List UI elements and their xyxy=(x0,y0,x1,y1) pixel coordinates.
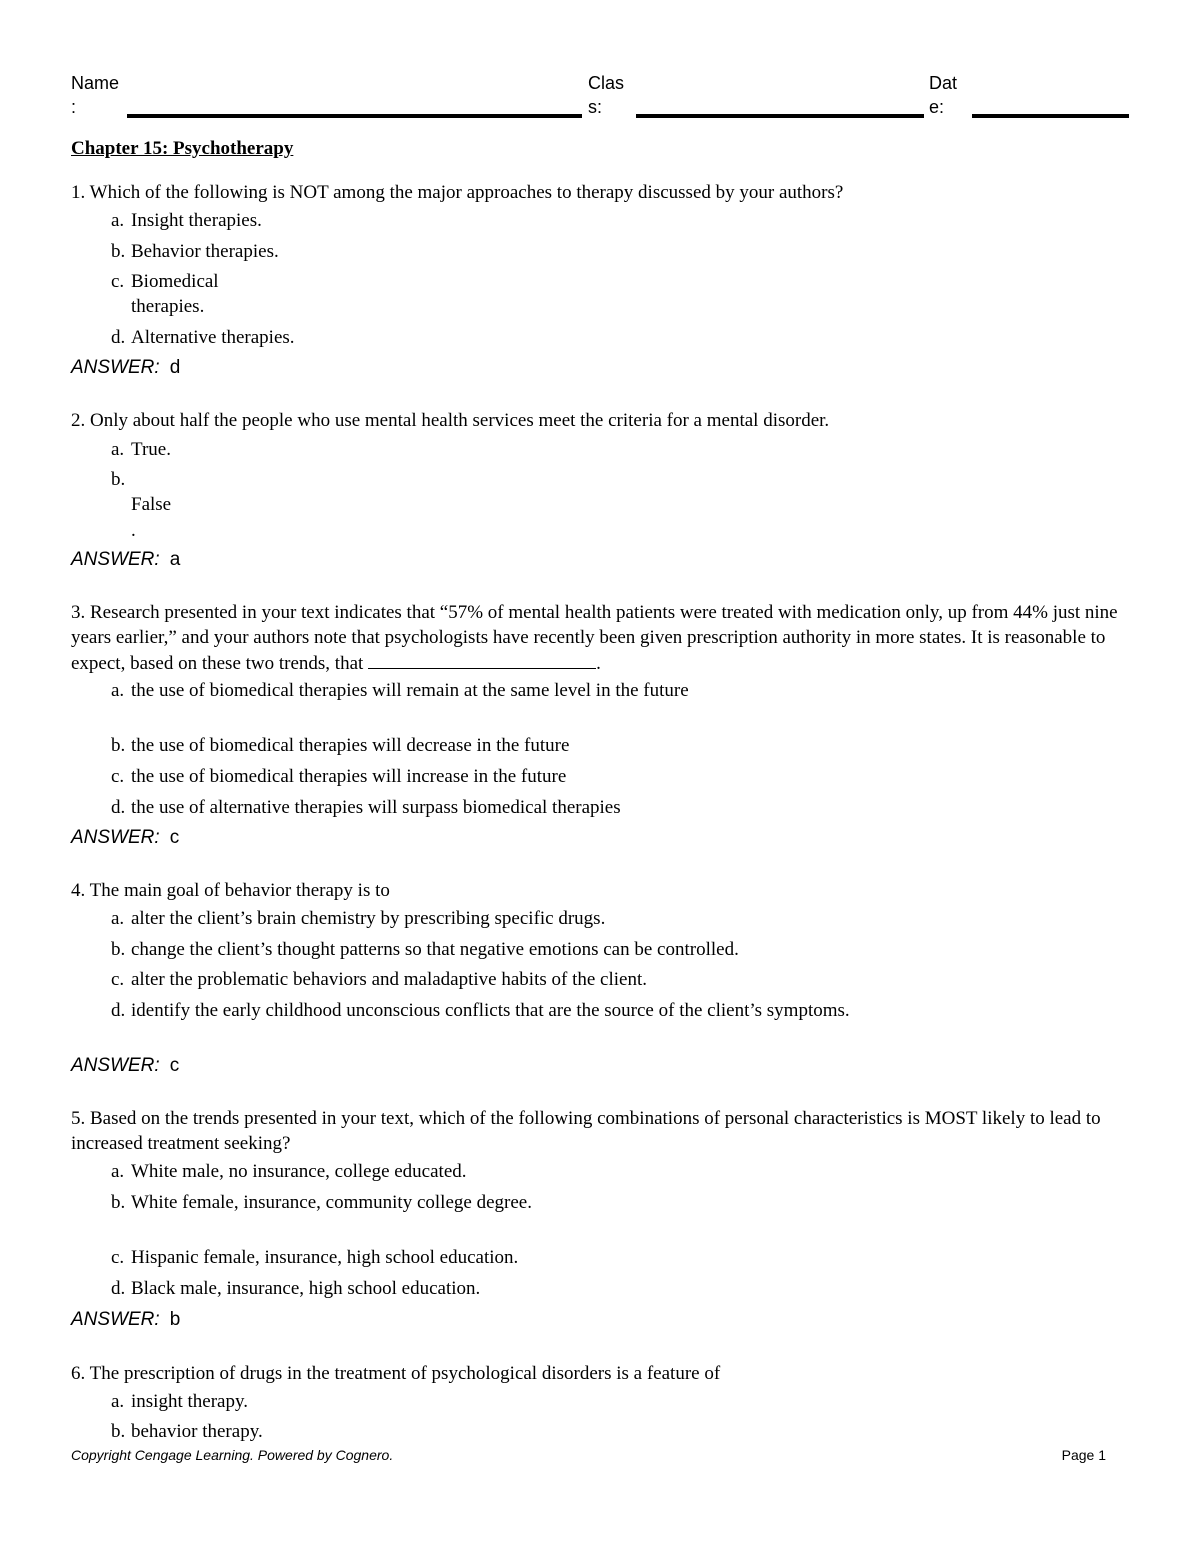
name-label: Name xyxy=(71,73,120,93)
question-3-option-c: c. the use of biomedical therapies will increase in the future xyxy=(111,766,567,787)
question-1-answer: ANSWER: d xyxy=(71,357,181,378)
question-3-option-a: a. the use of biomedical therapies will remain at the same level in the future xyxy=(111,680,689,701)
date-label: Dat xyxy=(929,73,958,93)
question-1-stem: 1. Which of the following is NOT among the major approaches to therapy discussed by your authors? xyxy=(71,182,844,203)
question-4-answer: ANSWER: c xyxy=(71,1055,180,1076)
question-1-option-c: c. Biomedical therapies. xyxy=(111,271,219,317)
date-label-suffix: e: xyxy=(929,97,945,117)
question-4-option-d: d. identify the early childhood unconscious conflicts that are the source of the client’s symptoms. xyxy=(111,1000,850,1021)
name-field[interactable] xyxy=(127,114,582,118)
question-1-option-b: b. Behavior therapies. xyxy=(111,241,279,262)
question-3-stem: 3. Research presented in your text indicates that “57% of mental health patients were treated with medication only, up from 44% just nine years earlier,” and your authors note that psychologists have recently been given prescription authority in more states. It is reasonable to expect, based on these two trends, that . xyxy=(71,602,1118,674)
question-3-answer: ANSWER: c xyxy=(71,827,180,848)
question-2-option-b-text: False xyxy=(131,494,172,515)
question-5-option-b: b. White female, insurance, community college degree. xyxy=(111,1192,532,1213)
class-label-suffix: s: xyxy=(588,97,603,117)
question-4-option-b: b. change the client’s thought patterns so that negative emotions can be controlled. xyxy=(111,939,739,960)
question-4-option-a: a. alter the client’s brain chemistry by prescribing specific drugs. xyxy=(111,908,606,929)
question-6-option-b: b. behavior therapy. xyxy=(111,1421,263,1442)
question-1-option-a: a. Insight therapies. xyxy=(111,210,262,231)
question-3-option-b: b. the use of biomedical therapies will decrease in the future xyxy=(111,735,570,756)
question-4-option-c: c. alter the problematic behaviors and maladaptive habits of the client. xyxy=(111,969,647,990)
question-2-stem: 2. Only about half the people who use mental health services meet the criteria for a mental disorder. xyxy=(71,410,830,431)
question-5-option-c: c. Hispanic female, insurance, high school education. xyxy=(111,1247,519,1268)
question-5-answer: ANSWER: b xyxy=(71,1309,181,1330)
question-2-option-b: b. xyxy=(111,469,126,490)
name-colon: : xyxy=(71,97,77,117)
question-6-option-a: a. insight therapy. xyxy=(111,1391,248,1412)
question-6-stem: 6. The prescription of drugs in the treatment of psychological disorders is a feature of xyxy=(71,1363,721,1384)
question-5-stem: 5. Based on the trends presented in your text, which of the following combinations of personal characteristics is MOST likely to lead to increased treatment seeking? xyxy=(71,1108,1101,1154)
date-field[interactable] xyxy=(972,114,1129,118)
question-3-option-d: d. the use of alternative therapies will surpass biomedical therapies xyxy=(111,797,621,818)
question-1-option-d: d. Alternative therapies. xyxy=(111,327,295,348)
class-label: Clas xyxy=(588,73,625,93)
question-3-blank xyxy=(368,650,596,669)
page-number: Page 1 xyxy=(1061,1447,1106,1463)
chapter-title: Chapter 15: Psychotherapy xyxy=(71,138,294,159)
question-2-option-b-period: . xyxy=(131,520,136,541)
question-2-answer: ANSWER: a xyxy=(71,549,181,570)
class-field[interactable] xyxy=(636,114,924,118)
question-2-option-a: a. True. xyxy=(111,439,171,460)
footer-copyright: Copyright Cengage Learning. Powered by Cognero. xyxy=(71,1447,394,1463)
question-5-option-a: a. White male, no insurance, college educated. xyxy=(111,1161,467,1182)
question-4-stem: 4. The main goal of behavior therapy is to xyxy=(71,880,390,901)
question-5-option-d: d. Black male, insurance, high school education. xyxy=(111,1278,481,1299)
